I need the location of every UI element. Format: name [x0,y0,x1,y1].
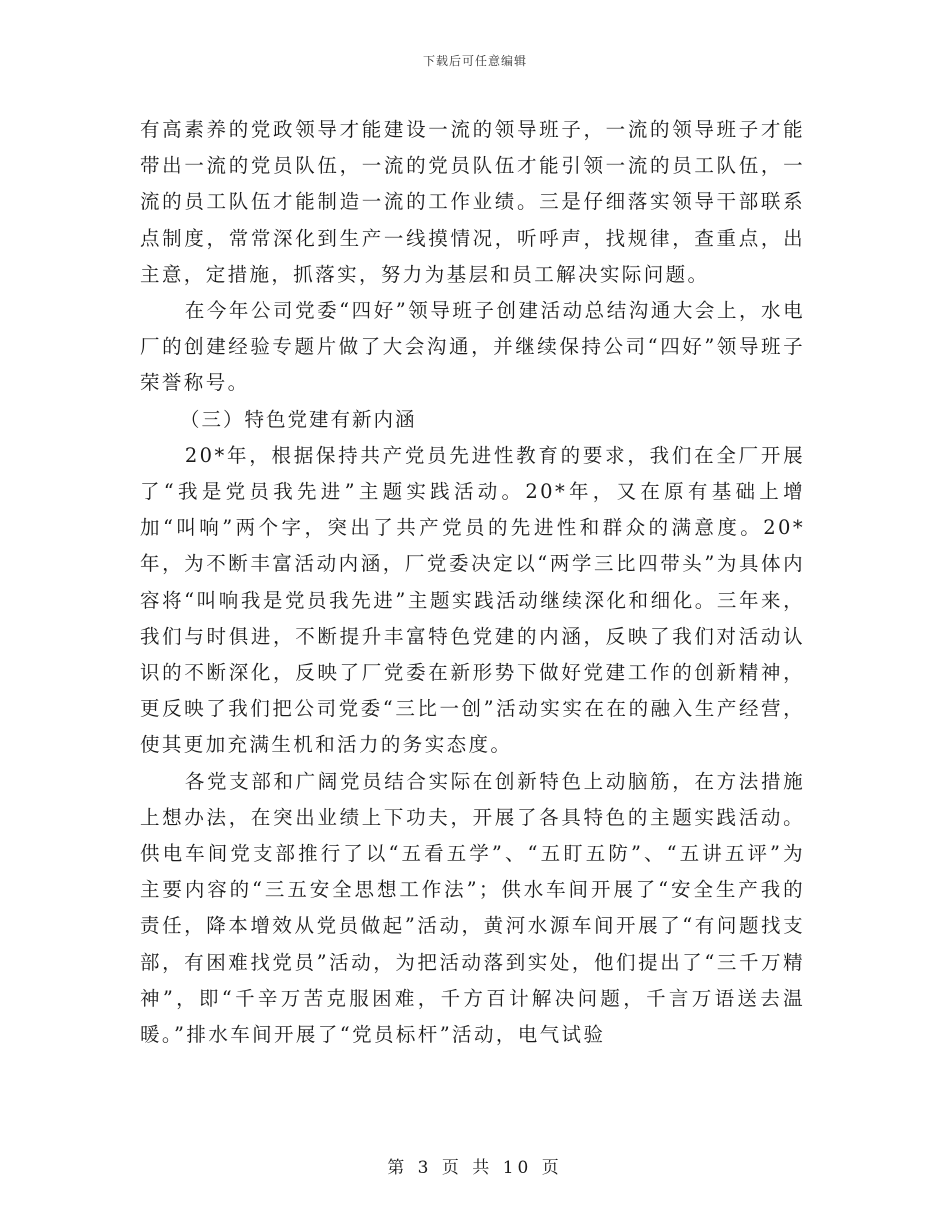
document-body [140,112,805,1053]
page-number: 第 3 页 共 10 页 [387,1158,563,1178]
paragraph-four-good-leadership: 在今年公司党委“四好”领导班子创建活动总结沟通大会上，水电厂的创建经验专题片做了大会沟通，并继续保持公司“四好”领导班子荣誉称号。 [140,299,805,395]
paragraph-branch-activities: 各党支部和广阔党员结合实际在创新特色上动脑筋，在方法措施上想办法，在突出业绩上下功夫，开展了各具特色的主题实践活动。供电车间党支部推行了以“五看五学”、“五盯五防”、“五讲五评”为主要内容的“三五安全思想工作法”；供水车间开展了“安全生产我的责任，降本增效从党员做起”活动，黄河水源车间开展了“有问题找支部，有困难找党员”活动，为把活动落到实处，他们提出了“三千万精神”，即“千辛万苦克服困难，千方百计解决问题，千言万语送去温暖。”排水车间开展了“党员标杆”活动，电气试验 [140,769,805,1047]
paragraph-practice-activity: 20*年，根据保持共产党员先进性教育的要求，我们在全厂开展了“我是党员我先进”主题实践活动。20*年，又在原有基础上增加“叫响”两个字，突出了共产党员的先进性和群众的满意度。20*年，为不断丰富活动内涵，厂党委决定以“两学三比四带头”为具体内容将“叫响我是党员我先进”主题实践活动继续深化和细化。三年来，我们与时俱进，不断提升丰富特色党建的内涵，反映了我们对活动认识的不断深化，反映了厂党委在新形势下做好党建工作的创新精神，更反映了我们把公司党委“三比一创”活动实实在在的融入生产经营，使其更加充满生机和活力的务实态度。 [140,443,805,757]
paragraph-continued: 有高素养的党政领导才能建设一流的领导班子，一流的领导班子才能带出一流的党员队伍，一流的党员队伍才能引领一流的员工队伍，一流的员工队伍才能制造一流的工作业绩。三是仔细落实领导干部联系点制度，常常深化到生产一线摸情况，听呼声，找规律，查重点，出主意，定措施，抓落实，努力为基层和员工解决实际问题。 [140,118,805,286]
page-header: 下载后可任意编辑 [422,54,527,68]
section-heading: （三）特色党建有新内涵 [180,407,417,431]
